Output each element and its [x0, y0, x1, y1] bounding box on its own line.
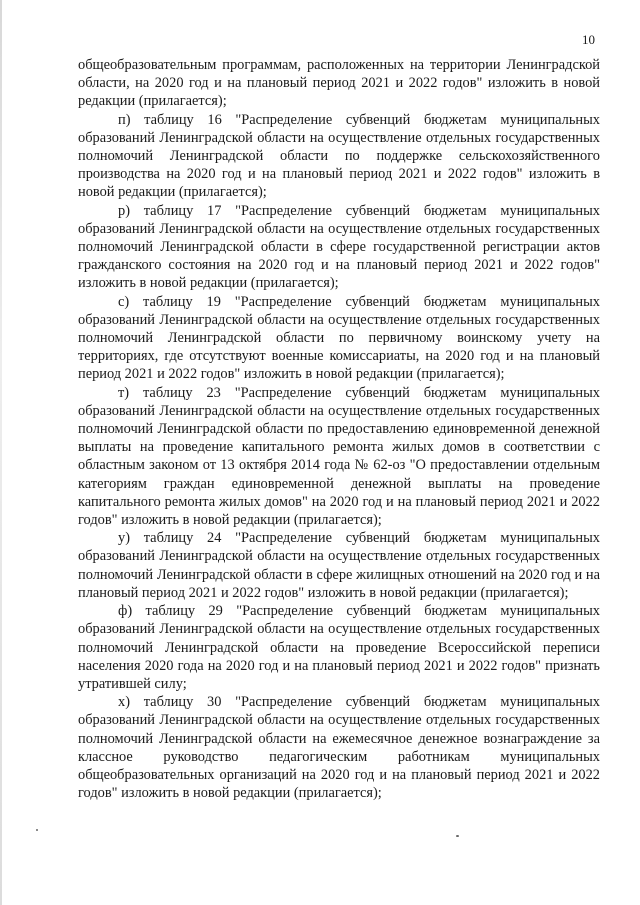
page-number: 10	[582, 32, 595, 47]
scan-speck	[456, 835, 459, 837]
scan-left-edge	[0, 0, 2, 905]
paragraph-item-kh: х) таблицу 30 "Распределение субвенций бюджетам муниципальных образований Ленинградской области на осуществление отдельных государственных полномочий Ленинградской области на ежемесячное денежное вознаграждение за классное руководство педагогическим работникам муниципальных общеобразовательных организаций на 2020 год и на плановый период 2021 и 2022 годов" изложить в новой редакции (прилагается);	[78, 694, 600, 802]
paragraph-item-u: у) таблицу 24 "Распределение субвенций бюджетам муниципальных образований Ленинградской области на осуществление отдельных государственных полномочий Ленинградской области в сфере жилищных отношений на 2020 год и на плановый период 2021 и 2022 годов" изложить в новой редакции (прилагается);	[78, 530, 600, 601]
document-body	[78, 56, 600, 802]
paragraph-item-f: ф) таблицу 29 "Распределение субвенций бюджетам муниципальных образований Ленинградской области на осуществление отдельных государственных полномочий Ленинградской области на проведение Всероссийской переписи населения 2020 года на 2020 год и на плановый период 2021 и 2022 годов" признать утратившей силу;	[78, 603, 600, 692]
paragraph-item-p: п) таблицу 16 "Распределение субвенций бюджетам муниципальных образований Ленинградской области на осуществление отдельных государственных полномочий Ленинградской области по поддержке сельскохозяйственного производства на 2020 год и на плановый период 2021 и 2022 годов" изложить в новой редакции (прилагается);	[78, 111, 600, 201]
paragraph-item-s: с) таблицу 19 "Распределение субвенций бюджетам муниципальных образований Ленинградской области на осуществление отдельных государственных полномочий Ленинградской области по первичному воинскому учету на территориях, где отсутствуют военные комиссариаты, на 2020 год и на плановый период 2021 и 2022 годов" изложить в новой редакции (прилагается);	[78, 293, 600, 383]
paragraph-continuation: общеобразовательным программам, расположенных на территории Ленинградской области, на 2020 год и на плановый период 2021 и 2022 годов" изложить в новой редакции (прилагается);	[78, 57, 600, 110]
paragraph-item-t: т) таблицу 23 "Распределение субвенций бюджетам муниципальных образований Ленинградской области на осуществление отдельных государственных полномочий Ленинградской области по предоставлению единовременной денежной выплаты на проведение капитального ремонта жилых домов в соответствии с областным законом от 13 октября 2014 года № 62-оз "О предоставлении отдельным категориям граждан единовременной денежной выплаты на проведение капитального ремонта жилых домов" на 2020 год и на плановый период 2021 и 2022 годов" изложить в новой редакции (прилагается);	[78, 384, 600, 529]
scan-speck	[36, 829, 38, 831]
paragraph-item-r: р) таблицу 17 "Распределение субвенций бюджетам муниципальных образований Ленинградской области на осуществление отдельных государственных полномочий Ленинградской области в сфере государственной регистрации актов гражданского состояния на 2020 год и на плановый период 2021 и 2022 годов" изложить в новой редакции (прилагается);	[78, 202, 600, 292]
